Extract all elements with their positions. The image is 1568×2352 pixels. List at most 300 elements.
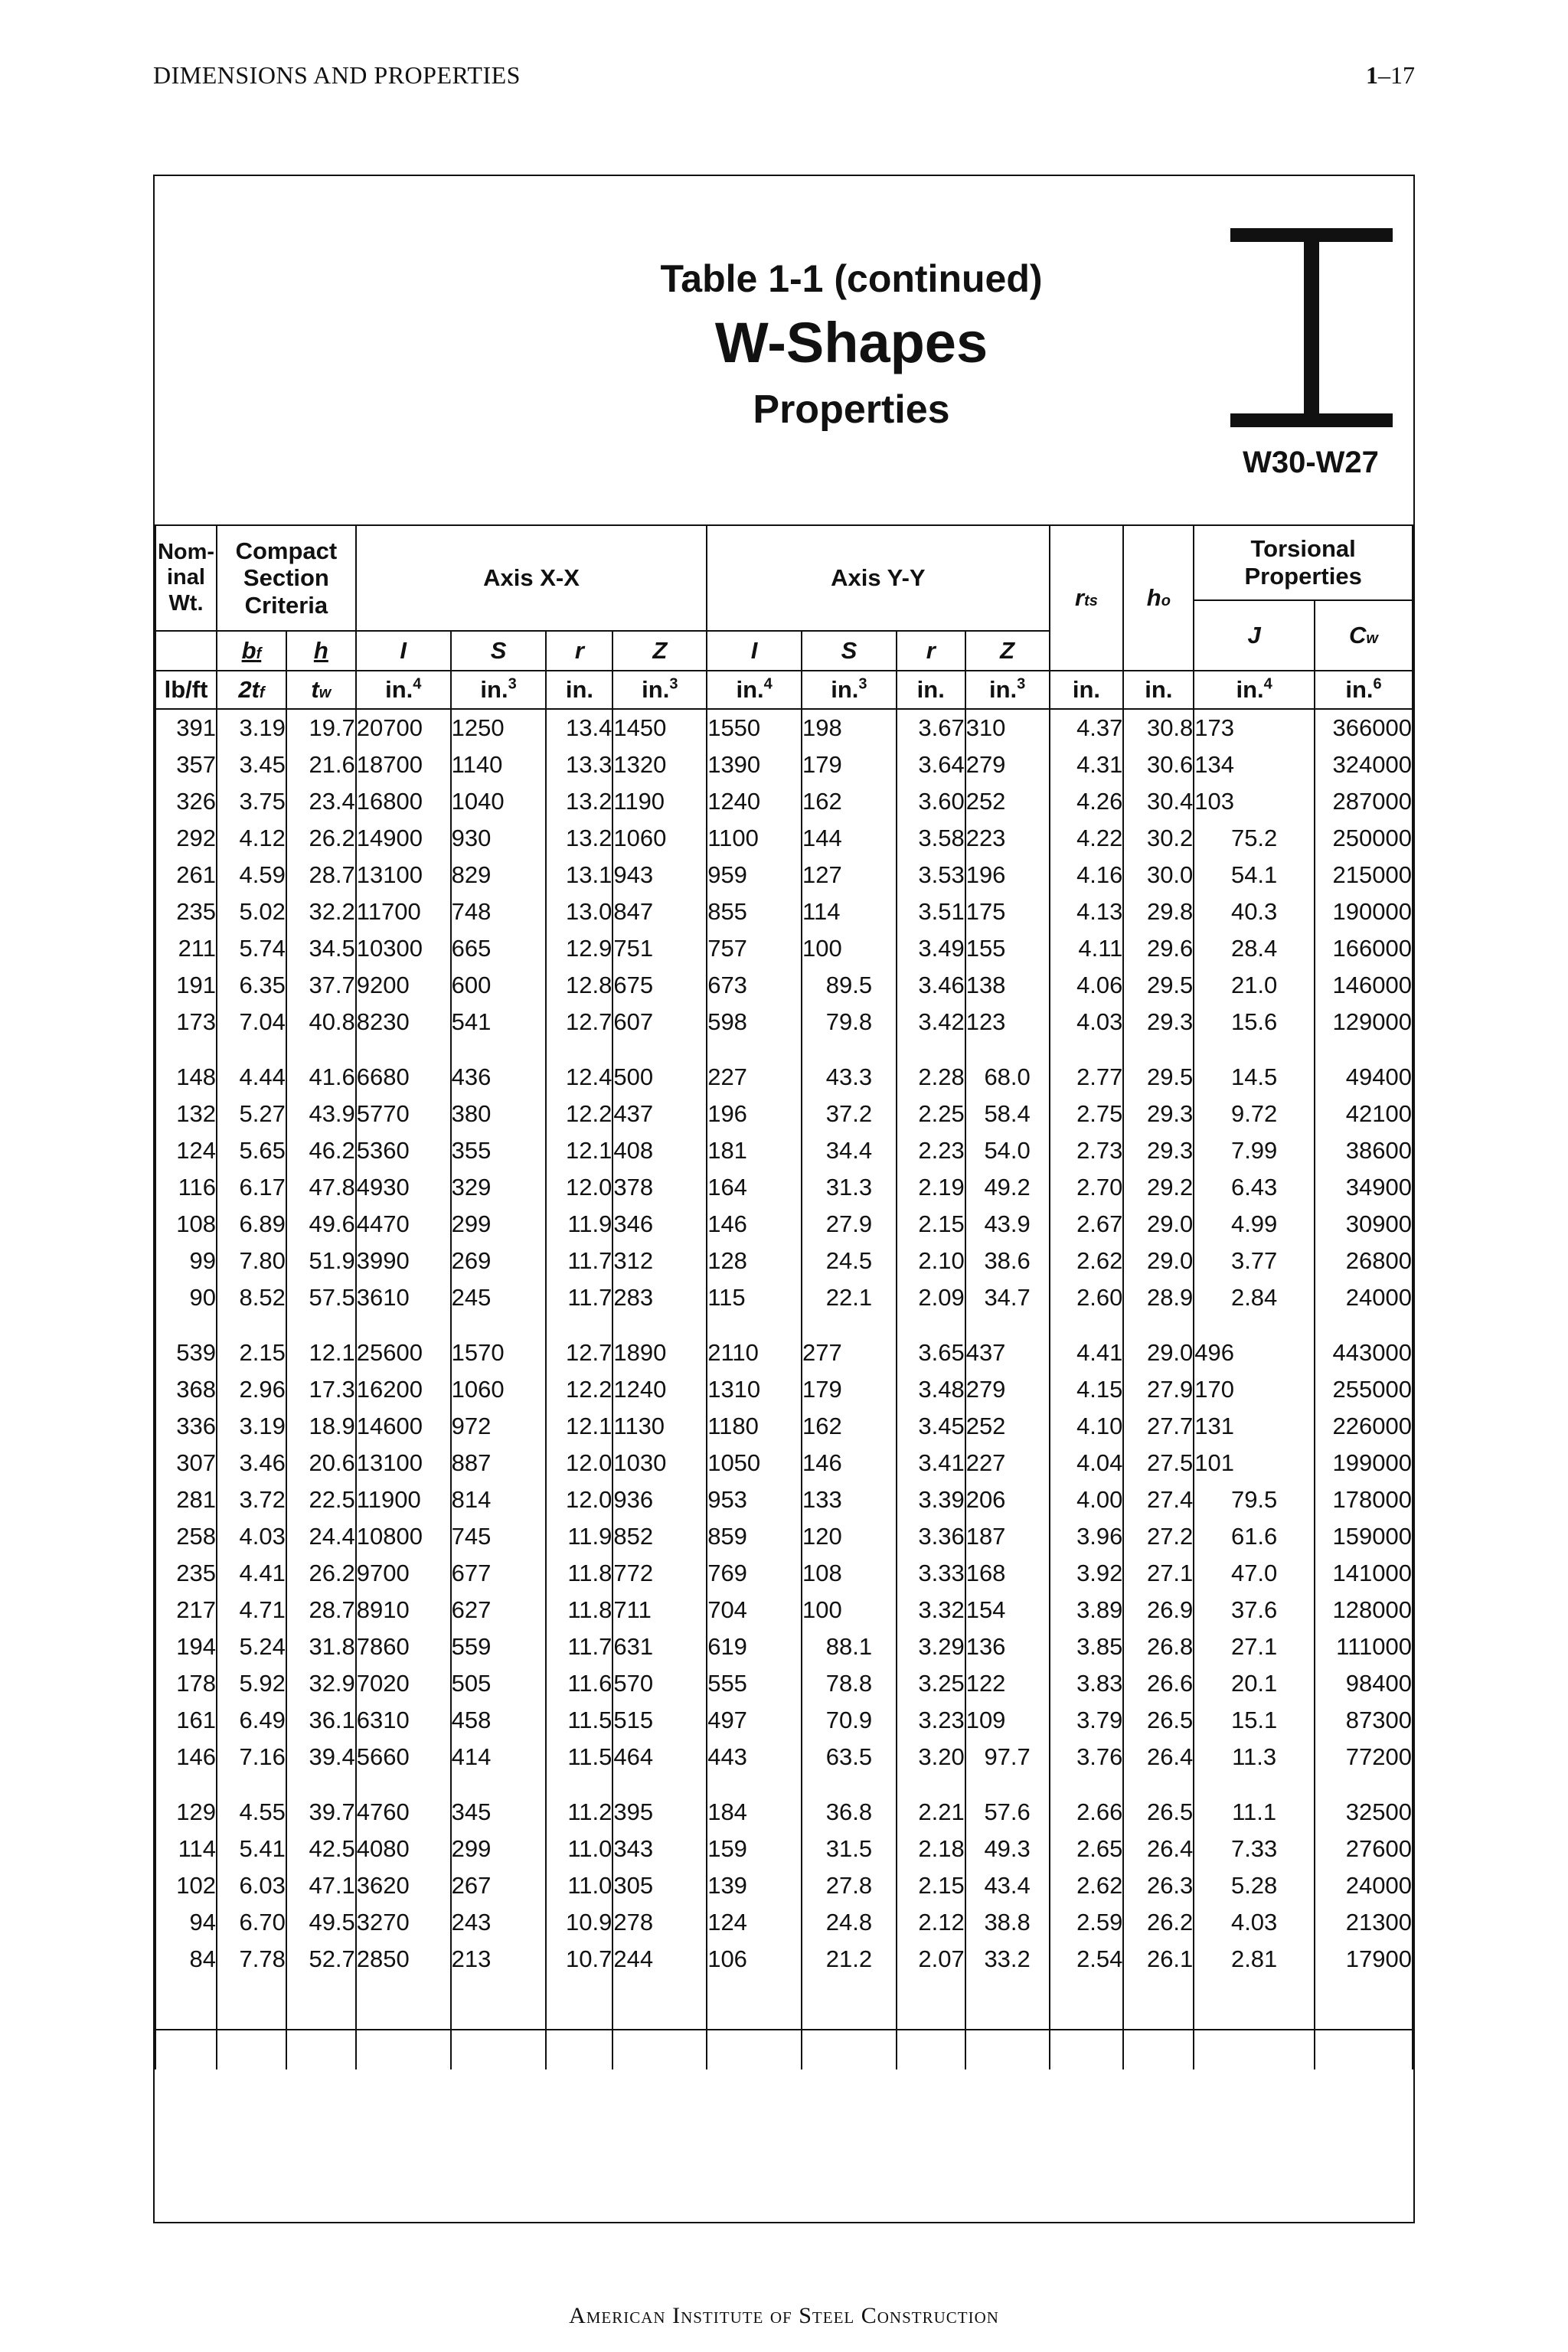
table-cell: 1550 — [707, 709, 802, 746]
table-cell: 814 — [451, 1481, 547, 1518]
table-cell: 3.65 — [897, 1316, 965, 1371]
table-cell: 2.62 — [1050, 1867, 1124, 1904]
table-cell: 24.5 — [802, 1243, 897, 1279]
table-cell: 1250 — [451, 709, 547, 746]
table-cell: 75.2 — [1194, 820, 1315, 857]
table-cell: 343 — [612, 1831, 707, 1867]
table-cell: 972 — [451, 1408, 547, 1445]
table-cell: 855 — [707, 893, 802, 930]
table-cell: 28.9 — [1123, 1279, 1194, 1316]
table-cell: 2.19 — [897, 1169, 965, 1206]
table-cell: 116 — [155, 1169, 217, 1206]
table-cell: 5.28 — [1194, 1867, 1315, 1904]
table-cell: 250000 — [1315, 820, 1413, 857]
table-cell: 179 — [802, 1371, 897, 1408]
table-cell: 324000 — [1315, 746, 1413, 783]
table-cell: 4930 — [356, 1169, 451, 1206]
table-cell: 2.62 — [1050, 1243, 1124, 1279]
table-cell: 745 — [451, 1518, 547, 1555]
table-cell: 102 — [155, 1867, 217, 1904]
table-cell: 10.9 — [546, 1904, 612, 1941]
table-cell: 61.6 — [1194, 1518, 1315, 1555]
table-cell: 19.7 — [286, 709, 356, 746]
table-cell: 199000 — [1315, 1445, 1413, 1481]
table-cell: 368 — [155, 1371, 217, 1408]
table-cell: 103 — [1194, 783, 1315, 820]
table-cell: 3.49 — [897, 930, 965, 967]
header-Sx: S — [451, 631, 547, 671]
table-cell: 29.5 — [1123, 967, 1194, 1004]
w-shape-icon — [1230, 228, 1393, 427]
table-cell: 30.4 — [1123, 783, 1194, 820]
table-cell: 3.19 — [217, 709, 286, 746]
table-cell: 52.7 — [286, 1941, 356, 1978]
publisher-footer: American Institute of Steel Construction — [569, 2303, 999, 2328]
header-tw: tw — [286, 671, 356, 709]
table-cell: 4.41 — [217, 1555, 286, 1592]
page-number — [1366, 61, 1415, 90]
table-cell: 437 — [612, 1096, 707, 1132]
table-cell: 2.66 — [1050, 1775, 1124, 1831]
table-cell: 1310 — [707, 1371, 802, 1408]
table-cell: 88.1 — [802, 1628, 897, 1665]
table-cell: 32.9 — [286, 1665, 356, 1702]
table-cell: 665 — [451, 930, 547, 967]
table-cell: 5.02 — [217, 893, 286, 930]
table-cell: 12.0 — [546, 1169, 612, 1206]
unit-in6: in.$^6$ — [1315, 671, 1413, 709]
table-cell: 627 — [451, 1592, 547, 1628]
table-cell: 97.7 — [965, 1739, 1050, 1775]
table-cell: 40.3 — [1194, 893, 1315, 930]
table-cell: 144 — [802, 820, 897, 857]
table-cell: 90 — [155, 1279, 217, 1316]
table-cell: 17900 — [1315, 1941, 1413, 1978]
table-cell: 3.96 — [1050, 1518, 1124, 1555]
table-cell: 772 — [612, 1555, 707, 1592]
table-cell: 51.9 — [286, 1243, 356, 1279]
unit-in4: in.$^4$ — [356, 671, 451, 709]
table-cell: 146 — [155, 1739, 217, 1775]
table-cell: 196 — [707, 1096, 802, 1132]
table-cell: 559 — [451, 1628, 547, 1665]
table-cell: 3.60 — [897, 783, 965, 820]
table-cell: 6.17 — [217, 1169, 286, 1206]
table-cell: 1240 — [707, 783, 802, 820]
table-cell: 281 — [155, 1481, 217, 1518]
table-cell: 1130 — [612, 1408, 707, 1445]
table-cell: 3.45 — [217, 746, 286, 783]
table-cell: 673 — [707, 967, 802, 1004]
table-cell: 211 — [155, 930, 217, 967]
table-cell: 26.9 — [1123, 1592, 1194, 1628]
table-cell: 13.2 — [546, 783, 612, 820]
table-cell: 3.36 — [897, 1518, 965, 1555]
table-cell: 168 — [965, 1555, 1050, 1592]
table-cell: 3.76 — [1050, 1739, 1124, 1775]
table-cell: 38600 — [1315, 1132, 1413, 1169]
table-cell: 4.37 — [1050, 709, 1124, 746]
table-cell: 7.16 — [217, 1739, 286, 1775]
table-cell: 3.41 — [897, 1445, 965, 1481]
table-cell: 3.42 — [897, 1004, 965, 1040]
table-cell: 164 — [707, 1169, 802, 1206]
table-cell: 32500 — [1315, 1775, 1413, 1831]
table-cell: 305 — [612, 1867, 707, 1904]
table-cell: 5.41 — [217, 1831, 286, 1867]
table-cell: 27.1 — [1194, 1628, 1315, 1665]
table-cell: 131 — [1194, 1408, 1315, 1445]
unit-in4: in.$^4$ — [1194, 671, 1315, 709]
table-cell: 515 — [612, 1702, 707, 1739]
header-rx: r — [546, 631, 612, 671]
table-cell: 4.31 — [1050, 746, 1124, 783]
header-h: h — [286, 631, 356, 671]
table-row — [155, 1904, 1413, 1941]
table-cell: 18.9 — [286, 1408, 356, 1445]
table-cell: 5.92 — [217, 1665, 286, 1702]
table-cell: 24.8 — [802, 1904, 897, 1941]
table-cell: 29.5 — [1123, 1040, 1194, 1096]
table-cell: 3.51 — [897, 893, 965, 930]
table-cell: 600 — [451, 967, 547, 1004]
table-cell: 8910 — [356, 1592, 451, 1628]
table-cell: 30900 — [1315, 1206, 1413, 1243]
table-cell: 1050 — [707, 1445, 802, 1481]
table-cell: 37.6 — [1194, 1592, 1315, 1628]
table-cell: 3.32 — [897, 1592, 965, 1628]
table-cell: 378 — [612, 1169, 707, 1206]
table-cell: 43.9 — [965, 1206, 1050, 1243]
table-cell: 4.03 — [1194, 1904, 1315, 1941]
table-cell: 20700 — [356, 709, 451, 746]
table-cell: 299 — [451, 1206, 547, 1243]
table-cell: 496 — [1194, 1316, 1315, 1371]
table-cell: 1570 — [451, 1316, 547, 1371]
table-cell: 11900 — [356, 1481, 451, 1518]
table-row — [155, 1132, 1413, 1169]
table-cell: 13.1 — [546, 857, 612, 893]
table-cell: 7.99 — [1194, 1132, 1315, 1169]
table-cell: 1060 — [451, 1371, 547, 1408]
table-cell: 6.35 — [217, 967, 286, 1004]
table-row — [155, 1279, 1413, 1316]
table-cell: 277 — [802, 1316, 897, 1371]
table-cell: 3270 — [356, 1904, 451, 1941]
table-cell: 4.03 — [1050, 1004, 1124, 1040]
table-cell: 11.7 — [546, 1243, 612, 1279]
table-row — [155, 1665, 1413, 1702]
table-cell: 11.1 — [1194, 1775, 1315, 1831]
table-row — [155, 1831, 1413, 1867]
table-row — [155, 1941, 1413, 1978]
table-cell: 47.0 — [1194, 1555, 1315, 1592]
table-cell: 4.03 — [217, 1518, 286, 1555]
table-cell: 43.9 — [286, 1096, 356, 1132]
table-cell: 27.8 — [802, 1867, 897, 1904]
table-cell: 3.67 — [897, 709, 965, 746]
table-cell: 1320 — [612, 746, 707, 783]
table-cell: 11.7 — [546, 1628, 612, 1665]
shape-range-label: W30-W27 — [1243, 446, 1379, 479]
table-cell: 244 — [612, 1941, 707, 1978]
table-cell: 123 — [965, 1004, 1050, 1040]
table-cell: 769 — [707, 1555, 802, 1592]
table-cell: 2.70 — [1050, 1169, 1124, 1206]
table-cell: 100 — [802, 1592, 897, 1628]
table-cell: 54.0 — [965, 1132, 1050, 1169]
table-cell: 20.6 — [286, 1445, 356, 1481]
table-cell: 68.0 — [965, 1040, 1050, 1096]
table-cell: 4.44 — [217, 1040, 286, 1096]
table-cell: 27.4 — [1123, 1481, 1194, 1518]
table-cell: 9.72 — [1194, 1096, 1315, 1132]
table-cell: 852 — [612, 1518, 707, 1555]
table-cell: 380 — [451, 1096, 547, 1132]
table-cell: 3.46 — [217, 1445, 286, 1481]
table-cell: 11.8 — [546, 1555, 612, 1592]
table-cell: 757 — [707, 930, 802, 967]
table-cell: 3.46 — [897, 967, 965, 1004]
table-cell: 26.1 — [1123, 1941, 1194, 1978]
table-cell: 436 — [451, 1040, 547, 1096]
table-cell: 14.5 — [1194, 1040, 1315, 1096]
table-cell: 312 — [612, 1243, 707, 1279]
table-cell: 46.2 — [286, 1132, 356, 1169]
table-cell: 859 — [707, 1518, 802, 1555]
table-row — [155, 1555, 1413, 1592]
table-cell: 3.89 — [1050, 1592, 1124, 1628]
table-cell: 1890 — [612, 1316, 707, 1371]
table-cell: 500 — [612, 1040, 707, 1096]
table-cell: 38.6 — [965, 1243, 1050, 1279]
table-cell: 539 — [155, 1316, 217, 1371]
table-cell: 161 — [155, 1702, 217, 1739]
page-number-page: –17 — [1378, 61, 1415, 89]
table-cell: 87300 — [1315, 1702, 1413, 1739]
table-cell: 22.1 — [802, 1279, 897, 1316]
table-row — [155, 1628, 1413, 1665]
table-cell: 2.18 — [897, 1831, 965, 1867]
table-cell: 11.8 — [546, 1592, 612, 1628]
table-cell: 27.1 — [1123, 1555, 1194, 1592]
table-cell: 227 — [965, 1445, 1050, 1481]
table-cell: 84 — [155, 1941, 217, 1978]
table-cell: 26.5 — [1123, 1775, 1194, 1831]
table-cell: 26.4 — [1123, 1831, 1194, 1867]
table-cell: 4080 — [356, 1831, 451, 1867]
table-cell: 42100 — [1315, 1096, 1413, 1132]
table-cell: 54.1 — [1194, 857, 1315, 893]
table-cell: 30.0 — [1123, 857, 1194, 893]
table-cell: 21.0 — [1194, 967, 1315, 1004]
table-cell: 4.22 — [1050, 820, 1124, 857]
table-cell: 29.0 — [1123, 1316, 1194, 1371]
table-cell: 1030 — [612, 1445, 707, 1481]
table-cell: 141000 — [1315, 1555, 1413, 1592]
table-cell: 8230 — [356, 1004, 451, 1040]
table-cell: 13.4 — [546, 709, 612, 746]
table-cell: 292 — [155, 820, 217, 857]
table-cell: 25600 — [356, 1316, 451, 1371]
table-cell: 196 — [965, 857, 1050, 893]
table-row — [155, 1867, 1413, 1904]
table-cell: 4.71 — [217, 1592, 286, 1628]
table-cell: 4.04 — [1050, 1445, 1124, 1481]
table-cell: 2.59 — [1050, 1904, 1124, 1941]
table-cell: 41.6 — [286, 1040, 356, 1096]
table-cell: 4.00 — [1050, 1481, 1124, 1518]
table-cell: 37.7 — [286, 967, 356, 1004]
table-cell: 16800 — [356, 783, 451, 820]
table-cell: 27.2 — [1123, 1518, 1194, 1555]
table-cell: 128000 — [1315, 1592, 1413, 1628]
table-cell: 252 — [965, 1408, 1050, 1445]
table-cell: 9200 — [356, 967, 451, 1004]
table-cell: 4.15 — [1050, 1371, 1124, 1408]
table-cell: 326 — [155, 783, 217, 820]
unit-in3: in.$^3$ — [612, 671, 707, 709]
table-cell: 555 — [707, 1665, 802, 1702]
table-cell: 497 — [707, 1702, 802, 1739]
table-row — [155, 1316, 1413, 1371]
table-cell: 47.1 — [286, 1867, 356, 1904]
table-cell: 34.4 — [802, 1132, 897, 1169]
table-cell: 28.7 — [286, 1592, 356, 1628]
table-cell: 89.5 — [802, 967, 897, 1004]
table-cell: 146 — [802, 1445, 897, 1481]
table-number: Table 1-1 (continued) — [660, 257, 1043, 300]
table-cell: 704 — [707, 1592, 802, 1628]
table-cell: 458 — [451, 1702, 547, 1739]
table-cell: 5770 — [356, 1096, 451, 1132]
table-body — [155, 709, 1413, 2069]
table-cell: 443000 — [1315, 1316, 1413, 1371]
table-cell: 12.0 — [546, 1445, 612, 1481]
table-cell: 598 — [707, 1004, 802, 1040]
table-cell: 114 — [802, 893, 897, 930]
table-cell: 129 — [155, 1775, 217, 1831]
header-axis-yy: Axis Y-Y — [707, 525, 1049, 631]
table-cell: 29.0 — [1123, 1243, 1194, 1279]
table-cell: 26.8 — [1123, 1628, 1194, 1665]
table-row — [155, 746, 1413, 783]
table-cell: 115 — [707, 1279, 802, 1316]
table-cell: 1180 — [707, 1408, 802, 1445]
table-cell: 3.75 — [217, 783, 286, 820]
table-cell: 6.89 — [217, 1206, 286, 1243]
table-cell: 3620 — [356, 1867, 451, 1904]
table-cell: 26800 — [1315, 1243, 1413, 1279]
table-cell: 24000 — [1315, 1279, 1413, 1316]
table-cell: 14900 — [356, 820, 451, 857]
table-cell: 4.06 — [1050, 967, 1124, 1004]
table-cell: 184 — [707, 1775, 802, 1831]
table-cell: 12.1 — [286, 1316, 356, 1371]
table-cell: 299 — [451, 1831, 547, 1867]
table-cell: 132 — [155, 1096, 217, 1132]
table-cell: 3.83 — [1050, 1665, 1124, 1702]
table-cell: 11.5 — [546, 1702, 612, 1739]
table-row — [155, 1739, 1413, 1775]
table-cell: 829 — [451, 857, 547, 893]
table-cell: 77200 — [1315, 1739, 1413, 1775]
table-cell: 3.29 — [897, 1628, 965, 1665]
table-cell: 607 — [612, 1004, 707, 1040]
table-cell: 3.92 — [1050, 1555, 1124, 1592]
table-cell: 127 — [802, 857, 897, 893]
unit-in3: in.$^3$ — [802, 671, 897, 709]
table-cell: 187 — [965, 1518, 1050, 1555]
table-cell: 23.4 — [286, 783, 356, 820]
table-cell: 30.6 — [1123, 746, 1194, 783]
table-cell: 11.6 — [546, 1665, 612, 1702]
table-cell: 15.6 — [1194, 1004, 1315, 1040]
table-cell: 28.7 — [286, 857, 356, 893]
table-row — [155, 1775, 1413, 1831]
table-cell: 395 — [612, 1775, 707, 1831]
table-cell: 14600 — [356, 1408, 451, 1445]
table-cell: 414 — [451, 1739, 547, 1775]
table-cell: 29.3 — [1123, 1132, 1194, 1169]
table-cell: 128 — [707, 1243, 802, 1279]
table-cell: 2.25 — [897, 1096, 965, 1132]
table-cell: 13100 — [356, 857, 451, 893]
table-row — [155, 1040, 1413, 1096]
table-cell: 106 — [707, 1941, 802, 1978]
table-cell: 49.3 — [965, 1831, 1050, 1867]
table-cell: 217 — [155, 1592, 217, 1628]
table-cell: 10800 — [356, 1518, 451, 1555]
table-cell: 5.65 — [217, 1132, 286, 1169]
table-row — [155, 1004, 1413, 1040]
table-cell: 3610 — [356, 1279, 451, 1316]
table-cell: 10300 — [356, 930, 451, 967]
table-cell: 6680 — [356, 1040, 451, 1096]
unit-lb-ft: lb/ft — [155, 671, 217, 709]
table-cell: 2.15 — [897, 1867, 965, 1904]
table-row — [155, 709, 1413, 746]
table-cell: 13100 — [356, 1445, 451, 1481]
table-cell: 133 — [802, 1481, 897, 1518]
page-number-chapter: 1 — [1366, 61, 1378, 89]
table-cell: 366000 — [1315, 709, 1413, 746]
table-cell: 26.2 — [1123, 1904, 1194, 1941]
table-cell: 3.45 — [897, 1408, 965, 1445]
table-row — [155, 893, 1413, 930]
table-cell: 11.0 — [546, 1867, 612, 1904]
table-cell: 3.39 — [897, 1481, 965, 1518]
table-cell: 12.1 — [546, 1408, 612, 1445]
table-cell: 4.41 — [1050, 1316, 1124, 1371]
table-cell: 258 — [155, 1518, 217, 1555]
table-cell: 4.55 — [217, 1775, 286, 1831]
table-cell: 11.3 — [1194, 1739, 1315, 1775]
table-cell: 7860 — [356, 1628, 451, 1665]
table-cell: 346 — [612, 1206, 707, 1243]
header-J: J — [1194, 600, 1315, 671]
table-row — [155, 1481, 1413, 1518]
table-cell: 29.8 — [1123, 893, 1194, 930]
table-cell: 1040 — [451, 783, 547, 820]
table-cell: 21300 — [1315, 1904, 1413, 1941]
table-cell: 181 — [707, 1132, 802, 1169]
table-cell: 49.5 — [286, 1904, 356, 1941]
table-cell: 5.74 — [217, 930, 286, 967]
table-cell: 49400 — [1315, 1040, 1413, 1096]
header-Iy: I — [707, 631, 802, 671]
unit-in: in. — [1050, 671, 1124, 709]
